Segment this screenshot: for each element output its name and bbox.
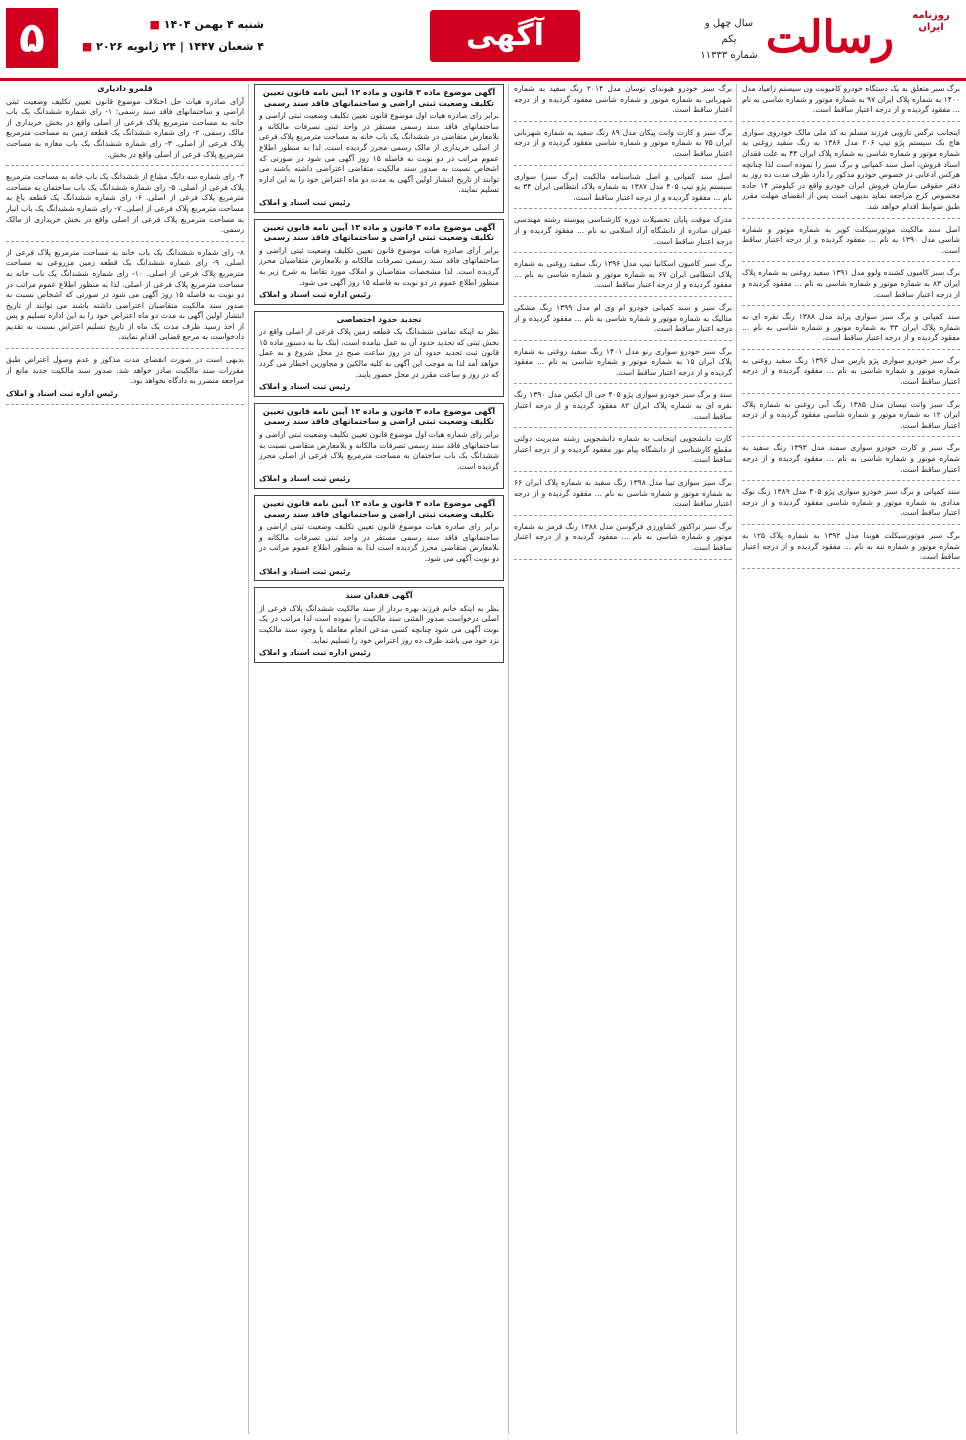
- legal-notice: [6, 172, 244, 242]
- ad-text: سند کمپانی و برگ سبز خودرو سواری پژو ۴۰۵ مدل ۱۳۸۹ رنگ نوک مدادی به شماره موتور و شماره شاسی مفقود گردیده و از درجه اعتبار ساقط است.: [742, 487, 960, 518]
- notice-signature: رئیس ثبت اسناد و املاک: [259, 197, 351, 207]
- notice-body: ۴- رای شماره سه دانگ مشاع از ششدانگ یک باب خانه به مساحت مترمربع پلاک فرعی از اصلی. ۵- رای شماره ششدانگ یک باب ساختمان به مساحت مترمربع پلاک فرعی از اصلی. ۶- رای شماره ششدانگ یک قطعه باغ به مساحت مترمربع پلاک فرعی از اصلی. ۷- رای شماره ششدانگ یک باب انبار به مساحت مترمربع پلاک فرعی از اصلی واقع در بخش خریداری از مالک رسمی.: [6, 172, 244, 235]
- classified-ad: [514, 478, 732, 516]
- classified-ad: [742, 225, 960, 263]
- notice-body: برابر رای صادره هیات موضوع قانون تعیین تکلیف وضعیت ثبتی اراضی و ساختمانهای فاقد سند رسمی مستقر در واحد ثبتی تصرفات مالکانه و بلامعارض متقاضی محرز گردیده است لذا به منظور اطلاع عموم مراتب در دو نوبت آگهی می شود.: [259, 522, 499, 563]
- legal-notice: [254, 311, 504, 397]
- ad-text: برگ سبز خودرو سواری پژو پارس مدل ۱۳۹۶ رنگ سفید روغنی به شماره موتور و شماره شاسی به نام ... مفقود گردیده و از درجه اعتبار ساقط است.: [742, 355, 960, 387]
- classified-ad: [514, 303, 732, 341]
- classified-ad: [742, 84, 960, 122]
- classified-ad: [742, 268, 960, 306]
- legal-notice: [254, 84, 504, 213]
- classified-ad: [742, 400, 960, 438]
- classified-ad: [742, 443, 960, 481]
- date-persian: شنبه ۴ بهمن ۱۴۰۴ ■: [64, 14, 264, 36]
- column-divider: [248, 84, 249, 1434]
- classified-ad: [742, 128, 960, 219]
- partner-logo: روزنامه ایران: [912, 10, 950, 33]
- newspaper-logo: رسالت: [765, 12, 895, 63]
- legal-notice: [254, 495, 504, 581]
- notice-body: نظر به اینکه خانم فرزند بهره بردار از سند مالکیت ششدانگ پلاک فرعی از اصلی درخواست صدور المثنی سند مالکیت را نموده است لذا مراتب در یک نوبت آگهی می شود چنانچه کسی مدعی انجام معامله یا وجود سند مالکیت نزد خود می باشد ظرف ده روز اعتراض خود را تسلیم نماید.: [259, 603, 499, 645]
- notice-signature: رئیس ثبت اسناد و املاک: [259, 566, 351, 576]
- column-4: [6, 84, 244, 1434]
- column-divider: [508, 84, 509, 1434]
- notice-body: بدیهی است در صورت انقضای مدت مذکور و عدم وصول اعتراض طبق مقررات سند مالکیت صادر خواهد شد. صدور سند مالکیت جدید مانع از مراجعه متضرر به دادگاه نخواهد بود.: [6, 355, 244, 386]
- brand-block: [700, 6, 960, 70]
- masthead: [0, 0, 966, 81]
- classified-ad: [514, 215, 732, 253]
- ad-text: برگ سبز متعلق به یک دستگاه خودرو کامیونت ون سیستم زامیاد مدل ۱۴۰۰ به شماره پلاک ایران ۹۷ به شماره موتور و شماره شاسی به نام ... مفقود گردیده و از درجه اعتبار ساقط است.: [742, 84, 960, 115]
- notice-title: آگهی موضوع ماده ۳ قانون و ماده ۱۳ آیین نامه قانون تعیین تکلیف وضعیت ثبتی اراضی و ساختمانهای فاقد سند رسمی: [262, 499, 496, 519]
- ad-text: برگ سبز موتورسیکلت هوندا مدل ۱۳۹۲ به شماره پلاک ۱۲۵ به شماره موتور و شماره تنه به نام ... مفقود گردیده و از درجه اعتبار ساقط است.: [742, 531, 960, 562]
- classified-ad: [514, 522, 732, 560]
- column-3: [254, 84, 504, 1434]
- classified-ad: [514, 172, 732, 210]
- ad-text: سند کمپانی و برگ سبز سواری پراید مدل ۱۳۸۸ رنگ نقره ای به شماره پلاک ایران ۳۳ به شماره موتور و شماره شاسی به نام ... مفقود گردیده و از درجه اعتبار ساقط است.: [742, 312, 960, 343]
- notice-title: آگهی موضوع ماده ۳ قانون و ماده ۱۳ آیین نامه قانون تعیین تکلیف وضعیت ثبتی اراضی و ساختمانهای فاقد سند رسمی: [262, 222, 496, 243]
- classified-ad: [514, 434, 732, 472]
- notice-signature: رئیس ثبت اسناد و املاک: [259, 474, 351, 484]
- classified-ad: [742, 531, 960, 569]
- classified-ad: [742, 356, 960, 394]
- issue-label: شماره ۱۱۳۳۳: [700, 50, 758, 61]
- notice-signature: رئیس اداره ثبت اسناد و املاک: [6, 388, 118, 398]
- notice-body: ۸- رای شماره ششدانگ یک باب خانه به مساحت مترمربع پلاک فرعی از اصلی. ۹- رای شماره ششدانگ یک قطعه زمین مزروعی به مساحت مترمربع پلاک فرعی از اصلی. ۱۰- رای شماره ششدانگ یک باب خانه به مساحت مترمربع پلاک فرعی از اصلی. لذا به منظور اطلاع عموم مراتب در دو نوبت به فاصله ۱۵ روز آگهی می شود در صورتی که اشخاص نسبت به صدور سند مالکیت متقاضیان اعتراضی داشته باشند می توانند از تاریخ انتشار اولین آگهی به مدت دو ماه اعتراض خود را به این اداره تسلیم و پس از اخذ رسید ظرف مدت یک ماه از تاریخ تسلیم اعتراض نسبت به تقدیم دادخواست به مرجع قضایی اقدام نمایند.: [6, 247, 244, 342]
- ad-text: اینجانب نرگس نازویی فرزند مسلم به کد ملی مالک خودروی سواری هاچ بک سیستم پژو تیپ ۲۰۶ مدل ۱۳۸۶ به رنگ سفید روغنی به شماره موتور و شماره شاسی به شماره پلاک ایران ۴۴ به علت فقدان اسناد فروش، اصل سند کمپانی و برگ سبز را نموده است لذا چنانچه هرکس ادعایی در خصوص خودرو مذکور را دارد ظرف مدت ده روز به دفتر حقوقی سازمان فروش ایران خودرو واقع در کیلومتر ۱۴ جاده مخصوص کرج مراجعه نماید بدیهی است پس از انقضای مهلت مقرر طبق ضوابط اقدام خواهد شد.: [742, 127, 960, 211]
- notice-title: آگهی موضوع ماده ۳ قانون و ماده ۱۳ آیین نامه قانون تعیین تکلیف وضعیت ثبتی اراضی و ساختمانهای فاقد سند رسمی: [262, 88, 496, 108]
- page-number: ۵: [6, 8, 58, 68]
- classified-ad: [514, 390, 732, 428]
- classified-ad: [514, 259, 732, 297]
- classified-ad: [742, 312, 960, 350]
- column-2: [514, 84, 732, 1434]
- ad-text: مدرک موقت پایان تحصیلات دوره کارشناسی پیوسته رشته مهندسی عمران صادره از دانشگاه آزاد اسلامی به نام ... مفقود گردیده و از درجه اعتبار ساقط است.: [514, 215, 732, 246]
- ads-columns: [6, 84, 960, 1434]
- year-label: سال چهل و یکم: [704, 18, 754, 45]
- notice-body: آرای صادره هیات حل اختلاف موضوع قانون تعیین تکلیف وضعیت ثبتی اراضی و ساختمانهای فاقد سند رسمی: ۱- رای شماره ششدانگ یک باب خانه به مساحت مترمربع پلاک فرعی از اصلی واقع در بخش خریداری از مالک رسمی. ۲- رای شماره ششدانگ یک قطعه زمین به مساحت مترمربع پلاک فرعی از اصلی. ۳- رای شماره ششدانگ یک باب مغازه به مساحت مترمربع پلاک فرعی از اصلی واقع در بخش.: [6, 96, 244, 159]
- ad-text: برگ سبز کامیون اسکانیا تیپ مدل ۱۳۹۶ رنگ سفید روغنی به شماره پلاک انتظامی ایران ۶۷ به شماره موتور و شماره شاسی به نام ... مفقود گردیده و از درجه اعتبار ساقط است.: [514, 259, 732, 290]
- legal-notice: [254, 587, 504, 663]
- ad-text: سند و برگ سبز خودرو سواری پژو ۴۰۵ جی ال ایکس مدل ۱۳۹۰ رنگ نقره ای به شماره پلاک ایران ۸۲ مفقود گردیده و از درجه اعتبار ساقط است.: [514, 390, 732, 421]
- section-title: آگهی: [430, 10, 580, 62]
- ad-text: برگ سبز و کارت وانت پیکان مدل ۸۹ رنگ سفید به شماره شهربانی ایران ۷۵ به شماره موتور و شماره شاسی مفقود گردیده و از درجه اعتبار ساقط است.: [514, 127, 732, 158]
- notice-signature: رئیس ثبت اسناد و املاک: [259, 382, 351, 392]
- notice-signature: رئیس اداره ثبت اسناد و املاک: [259, 290, 371, 300]
- legal-notice: [254, 219, 504, 305]
- ad-text: برگ سبز خودرو هیوندای توسان مدل ۲۰۱۴ رنگ سفید به شماره شهربانی به شماره موتور و شماره شاسی مفقود گردیده و از درجه اعتبار ساقط است.: [514, 84, 732, 115]
- ad-text: برگ سبز وانت نیسان مدل ۱۳۸۵ رنگ آبی روغنی به شماره پلاک ایران ۱۲ به شماره موتور و شماره شاسی مفقود گردیده و از درجه اعتبار ساقط است.: [742, 399, 960, 430]
- date-hijri-gregorian: ۴ شعبان ۱۴۴۷ | ۲۴ ژانویه ۲۰۲۶ ■: [64, 36, 264, 58]
- notice-body: برابر رای شماره هیات اول موضوع قانون تعیین تکلیف وضعیت ثبتی اراضی و ساختمانهای فاقد سند رسمی تصرفات مالکانه و بلامعارض متقاضی نسبت به ششدانگ یک باب ساختمان به مساحت مترمربع پلاک فرعی از اصلی محرز گردیده است.: [259, 430, 499, 471]
- legal-notice: [254, 403, 504, 489]
- ad-text: برگ سبز کامیون کشنده ولوو مدل ۱۳۹۱ سفید روغنی به شماره پلاک ایران ۸۳ به شماره موتور و شماره شاسی به نام ... مفقود گردیده و از درجه اعتبار ساقط است.: [742, 268, 960, 299]
- classified-ad: [514, 347, 732, 385]
- ad-text: برگ سبز تراکتور کشاورزی فرگوسن مدل ۱۳۸۸ رنگ قرمز به شماره موتور و شماره شاسی به نام ... مفقود گردیده و از درجه اعتبار ساقط است.: [514, 521, 732, 552]
- classified-ad: [742, 487, 960, 525]
- ad-text: برگ سبز سواری تیبا مدل ۱۳۹۸ رنگ سفید به شماره پلاک ایران ۶۶ به شماره موتور و شماره شاسی به نام ... مفقود گردیده و از درجه اعتبار ساقط است.: [514, 478, 732, 509]
- legal-notice: [6, 84, 244, 166]
- notice-title: تجدید حدود اختصاصی: [336, 314, 422, 324]
- classified-ad: [514, 128, 732, 166]
- ad-text: اصل سند مالکیت موتورسیکلت کویر به شماره موتور و شماره شاسی مدل ۱۳۹۰ به نام ... مفقود گردیده و از درجه اعتبار ساقط است.: [742, 224, 960, 255]
- issue-meta: [700, 16, 758, 64]
- ad-text: برگ سبز و کارت خودرو سواری سمند مدل ۱۳۹۳ رنگ سفید به شماره موتور و شماره شاسی به نام ... مفقود گردیده و از درجه اعتبار ساقط است.: [742, 443, 960, 474]
- classified-ad: [514, 84, 732, 122]
- column-divider: [736, 84, 737, 1434]
- date-lines: [64, 14, 264, 58]
- ad-text: کارت دانشجویی اینجانب به شماره دانشجویی رشته مدیریت دولتی مقطع کارشناسی از دانشگاه پیام نور مفقود گردیده و از درجه اعتبار ساقط است.: [514, 434, 732, 465]
- notice-title: آگهی موضوع ماده ۳ قانون و ماده ۱۳ آیین نامه قانون تعیین تکلیف وضعیت ثبتی اراضی و ساختمانهای فاقد سند رسمی: [262, 406, 496, 427]
- notice-signature: رئیس اداره ثبت اسناد و املاک: [259, 648, 371, 658]
- legal-notice: [6, 355, 244, 405]
- notice-body: برابر رای صادره هیات اول موضوع قانون تعیین تکلیف وضعیت ثبتی اراضی و ساختمانهای فاقد سند رسمی مستقر در واحد ثبتی تصرفات مالکانه و بلامعارض متقاضی در ششدانگ یک باب خانه به مساحت مترمربع پلاک فرعی از اصلی خریداری از مالک رسمی محرز گردیده است. لذا به منظور اطلاع عموم مراتب در دو نوبت به فاصله ۱۵ روز آگهی می شود در صورتی که اشخاص نسبت به صدور سند مالکیت متقاضی اعتراضی داشته باشند می توانند از تاریخ انتشار اولین آگهی به مدت دو ماه اعتراض خود را به این اداره تسلیم نمایند.: [259, 111, 499, 195]
- ad-text: اصل سند کمپانی و اصل شناسنامه مالکیت (برگ سبز) سواری سیستم پژو تیپ ۴۰۵ مدل ۱۳۸۷ به شماره پلاک انتظامی ایران ۳۴ به نام ... مفقود گردیده و از درجه اعتبار ساقط است.: [514, 171, 732, 202]
- notice-title: قلمرو دادیاری: [97, 84, 153, 93]
- column-1: [742, 84, 960, 1434]
- legal-notice: [6, 248, 244, 349]
- ad-text: برگ سبز و سند کمپانی خودرو ام وی ام مدل ۱۳۹۹ رنگ مشکی متالیک به شماره موتور و شماره شاسی به نام ... مفقود گردیده و از درجه اعتبار ساقط است.: [514, 302, 732, 334]
- ad-text: برگ سبز خودرو سواری رنو مدل ۱۴۰۱ رنگ سفید روغنی به شماره پلاک ایران ۱۵ به شماره موتور و شماره شاسی به نام ... مفقود گردیده و از درجه اعتبار ساقط است.: [514, 346, 732, 377]
- date-block: [6, 8, 266, 68]
- notice-body: نظر به اینکه تمامی ششدانگ یک قطعه زمین پلاک فرعی از اصلی واقع در بخش ثبتی که تحدید حدود آن به عمل نیامده است، اینک بنا به دستور ماده ۱۵ قانون ثبت تحدید حدود آن در روز ساعت صبح در محل شروع و به عمل خواهد آمد لذا به موجب این آگهی به کلیه مالکین و مجاورین اخطار می گردد که در روز و ساعت مقرر در محل حضور یابند.: [259, 327, 499, 379]
- notice-title: آگهی فقدان سند: [345, 591, 413, 601]
- notice-body: برابر آرای صادره هیات موضوع قانون تعیین تکلیف وضعیت ثبتی اراضی و ساختمانهای فاقد سند رسمی تصرفات مالکانه و بلامعارض متقاضیان محرز گردیده است. لذا مشخصات متقاضیان و املاک مورد تقاضا به شرح زیر به منظور اطلاع عموم در دو نوبت به فاصله ۱۵ روز آگهی می شود.: [259, 245, 499, 287]
